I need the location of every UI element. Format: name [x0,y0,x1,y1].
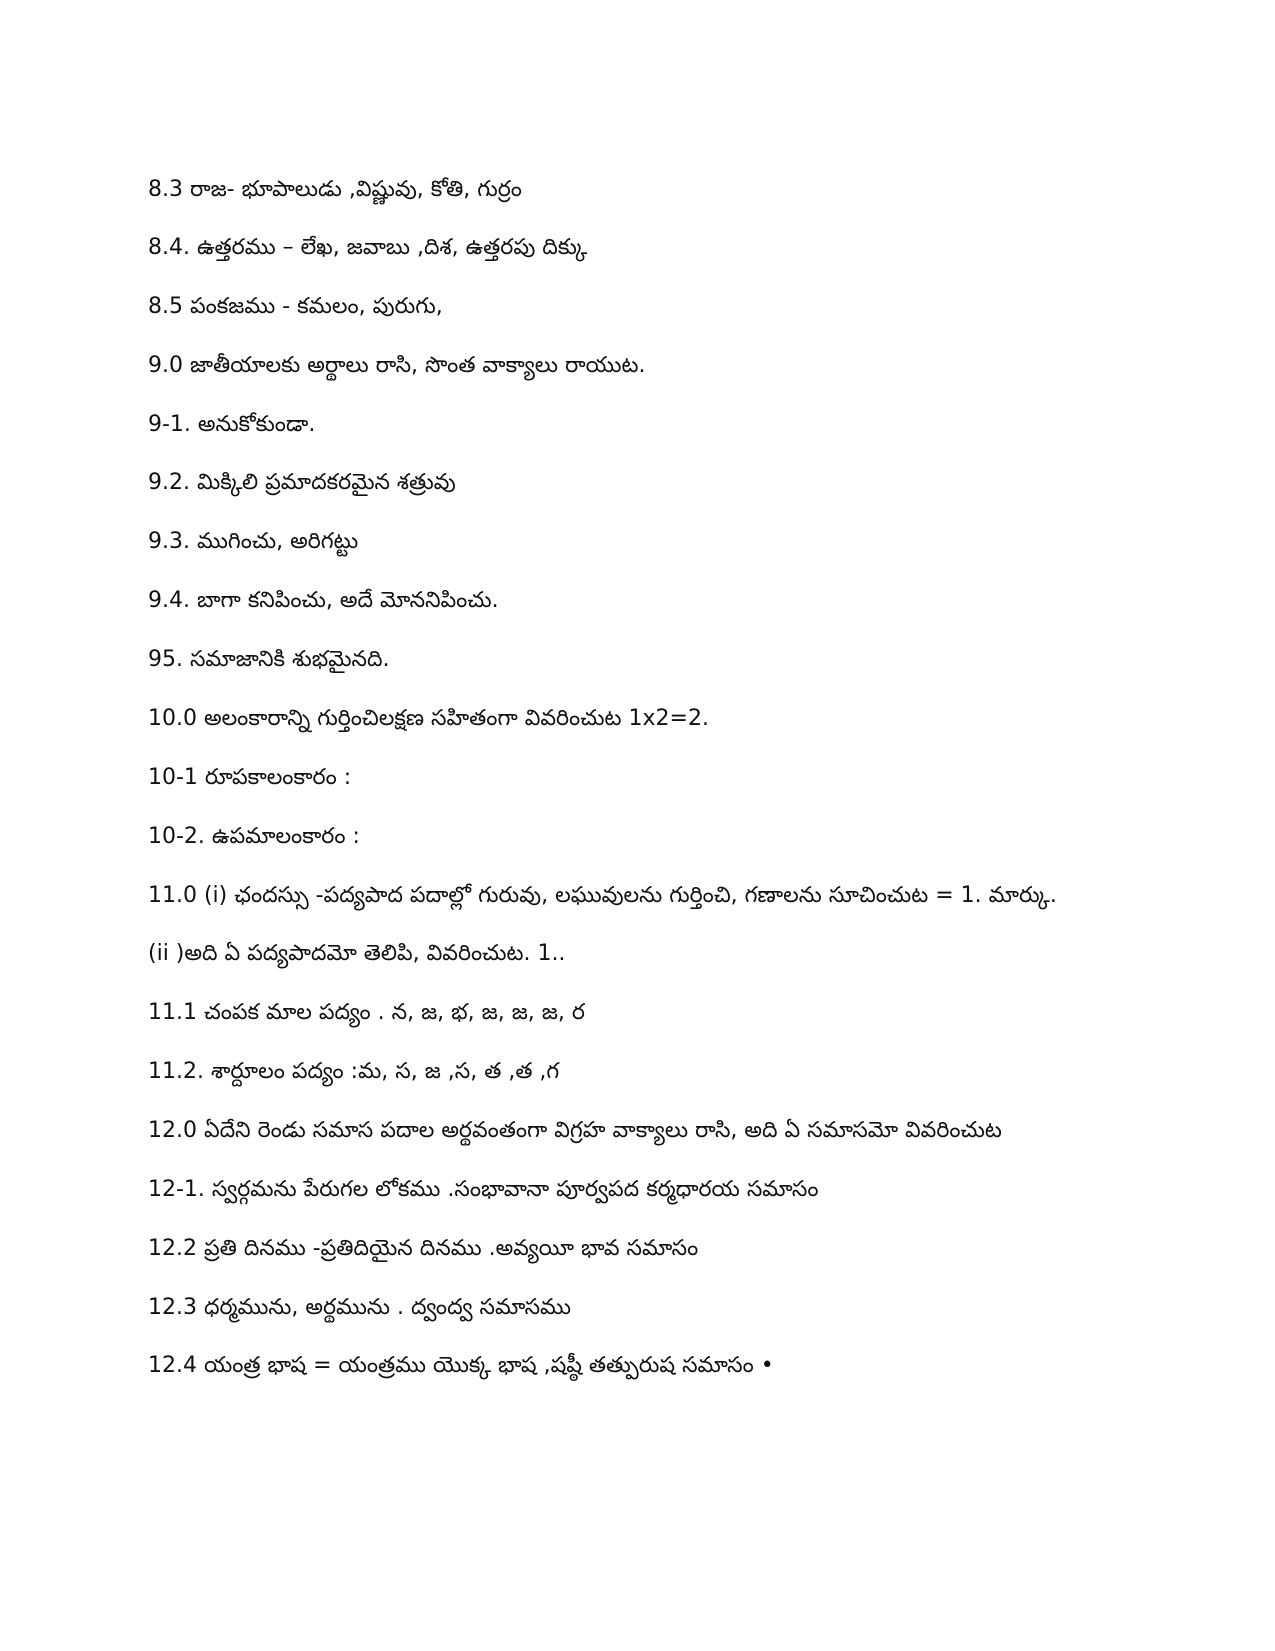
line-10-2: 10-2. ఉపమాలంకారం : [148,824,360,849]
line-9-0: 9.0 జాతీయాలకు అర్థాలు రాసి, సొంత వాక్యాలు రాయుట. [148,353,646,378]
line-12-1: 12-1. స్వర్గమను పేరుగల లోకము .సంభావానా పూర్వపద కర్మధారయ సమాసం [148,1177,819,1202]
line-9-4: 9.4. బాగా కనిపించు, అదే మోననిపించు. [148,588,499,613]
line-10-1: 10-1 రూపకాలంకారం : [148,765,352,790]
line-9-1: 9-1. అనుకోకుండా. [148,412,316,437]
line-12-4: 12.4 యంత్ర భాష = యంత్రము యొక్క భాష ,షష్ఠీ తత్పురుష సమాసం • [148,1353,774,1378]
line-9-2: 9.2. మిక్కిలి ప్రమాదకరమైన శత్రువు [148,470,456,495]
line-8-4: 8.4. ఉత్తరము – లేఖ, జవాబు ,దిశ, ఉత్తరపు దిక్కు [148,235,588,260]
line-8-3: 8.3 రాజ- భూపాలుడు ,విష్ణువు, కోతి, గుర్రం [148,177,522,202]
line-11-ii: (ii )అది ఏ పద్యపాదమో తెలిపి, వివరించుట. 1.. [148,941,566,966]
line-8-5: 8.5 పంకజము - కమలం, పురుగు, [148,294,443,319]
line-10-0: 10.0 అలంకారాన్ని గుర్తించిలక్షణ సహితంగా వివరించుట 1x2=2. [148,706,709,731]
line-12-0: 12.0 ఏదేని రెండు సమాస పదాల అర్థవంతంగా విగ్రహ వాక్యాలు రాసి, అది ఏ సమాసమో వివరించుట [148,1118,1002,1143]
line-12-3: 12.3 ధర్మమును, అర్థమును . ద్వంద్వ సమాసము [148,1295,571,1320]
line-12-2: 12.2 ప్రతి దినము -ప్రతిదియైన దినము .అవ్యయీ భావ సమాసం [148,1236,699,1261]
line-11-1: 11.1 చంపక మాల పద్యం . న, జ, భ, జ, జ, జ, ర [148,1000,585,1025]
line-11-2: 11.2. శార్దూలం పద్యం :మ, స, జ ,స, త ,త ,గ [148,1059,560,1084]
line-9-5: 95. సమాజానికి శుభమైనది. [148,647,390,672]
line-9-3: 9.3. ముగించు, అరిగట్టు [148,529,359,554]
line-11-0: 11.0 (i) ఛందస్సు -పద్యపాద పదాల్లో గురువు, లఘువులను గుర్తించి, గణాలను సూచించుట = 1. మార్కు. [148,883,1057,908]
